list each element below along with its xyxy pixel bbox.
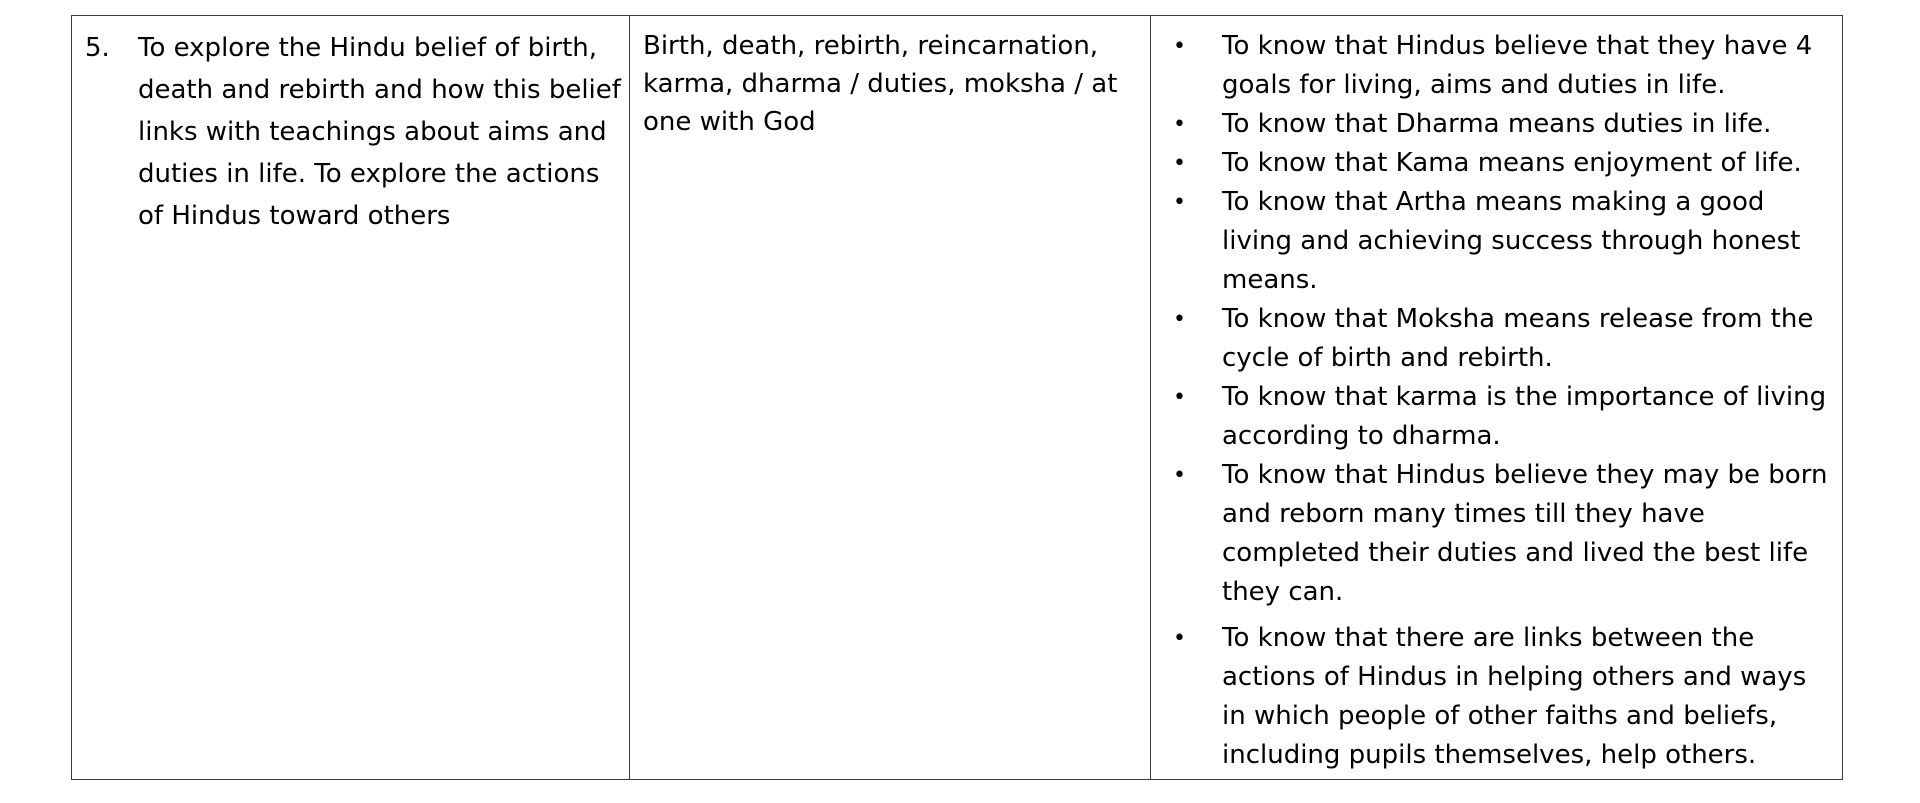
objective-text: To explore the Hindu belief of birth, death and rebirth and how this belief links with teachings about aims and duties in life. To explore the actions of Hindus toward others xyxy=(138,33,621,231)
row-number: 5. xyxy=(85,33,110,63)
outcome-text: To know that there are links between the actions of Hindus in helping others and ways in which people of other faiths and beliefs, including pupils themselves, help others. xyxy=(1222,623,1807,770)
list-item xyxy=(1173,300,1836,378)
outcome-text: To know that Artha means making a good living and achieving success through honest means. xyxy=(1222,187,1801,295)
bullet-icon: • xyxy=(1173,385,1186,410)
outcomes-list xyxy=(1173,27,1836,775)
list-item xyxy=(1173,378,1836,456)
vocabulary-cell xyxy=(630,16,1151,779)
outcome-text: To know that Hindus believe they may be born and reborn many times till they have completed their duties and lived the best life they can. xyxy=(1222,460,1828,607)
list-item xyxy=(1173,619,1836,775)
outcomes-cell xyxy=(1151,16,1842,779)
objective-cell xyxy=(72,16,630,779)
outcome-text: To know that Hindus believe that they have 4 goals for living, aims and duties in life. xyxy=(1222,31,1813,100)
outcome-text: To know that Kama means enjoyment of life. xyxy=(1222,148,1802,178)
outcome-text: To know that Moksha means release from the cycle of birth and rebirth. xyxy=(1222,304,1814,373)
list-item xyxy=(1173,456,1836,612)
list-item xyxy=(1173,144,1836,183)
list-item xyxy=(1173,183,1836,300)
bullet-icon: • xyxy=(1173,151,1186,176)
bullet-icon: • xyxy=(1173,626,1186,651)
bullet-icon: • xyxy=(1173,112,1186,137)
outcome-text: To know that Dharma means duties in life. xyxy=(1222,109,1772,139)
outcome-text: To know that karma is the importance of living according to dharma. xyxy=(1222,382,1827,451)
bullet-icon: • xyxy=(1173,34,1186,59)
vocabulary-text: Birth, death, rebirth, reincarnation, karma, dharma / duties, moksha / at one with God xyxy=(643,31,1118,137)
bullet-icon: • xyxy=(1173,190,1186,215)
list-item xyxy=(1173,27,1836,105)
list-item xyxy=(1173,105,1836,144)
bullet-icon: • xyxy=(1173,463,1186,488)
bullet-icon: • xyxy=(1173,307,1186,332)
curriculum-table xyxy=(71,15,1843,780)
